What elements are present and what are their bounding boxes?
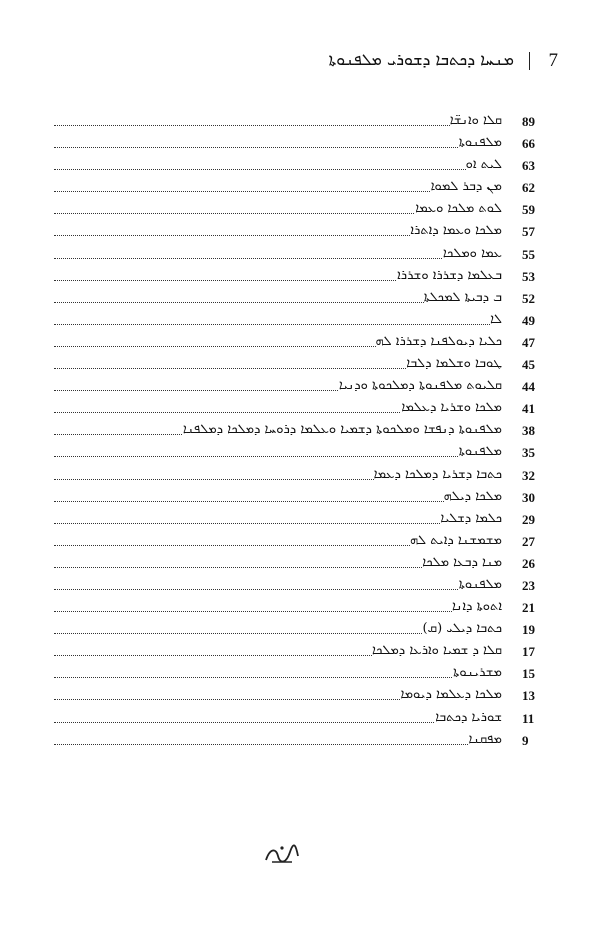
toc-title: ܟܠܡܐ ܕܫܠܝܐ bbox=[440, 510, 502, 526]
toc-row bbox=[44, 399, 544, 421]
toc-title: ܫܘܪܝܐ ܕܟܬܒܐ bbox=[435, 709, 502, 725]
ornament-icon bbox=[262, 842, 302, 866]
toc-title: ܡܫܪܝܢܘܬܐ bbox=[453, 665, 502, 681]
toc-title: ܡܫܡܫܢܐ ܕܐܝܬ ܠܗ bbox=[409, 532, 502, 548]
leader-dots bbox=[54, 147, 504, 148]
toc-page-number: 53 bbox=[522, 268, 535, 284]
table-of-contents bbox=[44, 112, 544, 753]
toc-title: ܡܢܐ ܕܒܥܐ ܡܠܟܐ bbox=[422, 554, 502, 570]
toc-title: ܠܝܬ ܐܘ bbox=[465, 157, 502, 173]
toc-title: ܟܬܒܐ ܕܫܪܝܐ ܕܡܠܟܐ ܕܥܡܐ bbox=[373, 466, 502, 482]
toc-page-number: 47 bbox=[522, 334, 535, 350]
leader-dots bbox=[54, 501, 504, 502]
toc-title: ܡܠܦܢܘܬܐ bbox=[458, 576, 502, 592]
toc-title: ܥܡܐ ܘܡܠܟܐ bbox=[442, 245, 502, 261]
toc-title: ܡܠܦܢܘܬܐ ܕܢܦܫܐ ܘܡܠܟܘܬܐ ܕܫܡܝܐ ܘܥܠܡܐ ܕܪܘܚܐ ܕܡܠܟܐ ܕܡܠܦܢܐ bbox=[182, 422, 502, 438]
toc-page-number: 30 bbox=[522, 489, 535, 505]
toc-row bbox=[44, 598, 544, 620]
toc-row bbox=[44, 686, 544, 708]
toc-page-number: 23 bbox=[522, 577, 535, 593]
toc-title: ܡܦܩܢܐ bbox=[468, 731, 502, 747]
leader-dots bbox=[54, 611, 504, 612]
leader-dots bbox=[54, 324, 504, 325]
toc-title: ܡܠܦܢܘܬܐ bbox=[458, 135, 502, 151]
toc-page-number: 59 bbox=[522, 202, 535, 218]
leader-dots bbox=[54, 456, 504, 457]
toc-row bbox=[44, 222, 544, 244]
toc-title: ܡܠܟܐ ܘܥܡܐ ܕܐܬܪܐ bbox=[410, 223, 502, 239]
toc-row bbox=[44, 200, 544, 222]
toc-title: ܠܐ bbox=[490, 311, 502, 327]
toc-row bbox=[44, 488, 544, 510]
toc-row bbox=[44, 289, 544, 311]
toc-row bbox=[44, 510, 544, 532]
toc-page-number: 44 bbox=[522, 379, 535, 395]
toc-row bbox=[44, 642, 544, 664]
toc-page-number: 19 bbox=[522, 622, 535, 638]
toc-row bbox=[44, 532, 544, 554]
toc-row bbox=[44, 709, 544, 731]
toc-page-number: 17 bbox=[522, 644, 535, 660]
leader-dots bbox=[54, 744, 504, 745]
toc-title: ܡܠܟܐ ܘܫܪܝܐ ܕܥܠܡܐ bbox=[401, 400, 502, 416]
toc-title: ܛܘܒܐ ܘܫܠܡܐ ܕܠܒܐ bbox=[406, 356, 502, 372]
toc-page-number: 45 bbox=[522, 357, 535, 373]
toc-page-number: 26 bbox=[522, 555, 535, 571]
leader-dots bbox=[54, 589, 504, 590]
toc-row bbox=[44, 333, 544, 355]
toc-page-number: 9 bbox=[522, 732, 529, 748]
toc-page-number: 62 bbox=[522, 180, 535, 196]
running-title: ܡܢܚܐ ܕܟܬܒܐ ܕܫܘܪܝ ܡܠܦܢܘܬܐ bbox=[328, 50, 514, 69]
toc-row bbox=[44, 664, 544, 686]
toc-title: ܐܬܘܬܐ ܕܐܢܐ bbox=[451, 599, 502, 615]
toc-row bbox=[44, 355, 544, 377]
toc-page-number: 63 bbox=[522, 158, 535, 174]
toc-page-number: 35 bbox=[522, 445, 535, 461]
toc-row bbox=[44, 731, 544, 753]
toc-title: ܡܠܟܐ ܕܝܠܗ bbox=[443, 488, 502, 504]
toc-row bbox=[44, 620, 544, 642]
leader-dots bbox=[54, 523, 504, 524]
toc-row bbox=[44, 156, 544, 178]
toc-page-number: 41 bbox=[522, 401, 535, 417]
toc-title: ܒܥܠܡܐ ܕܫܪܪܐ ܘܫܪܪܐ bbox=[397, 267, 502, 283]
toc-page-number: 11 bbox=[522, 710, 535, 726]
toc-page-number: 66 bbox=[522, 136, 535, 152]
toc-title: ܩܠܐ ܕ ܫܡܝܐ ܘܐܪܥܐ ܕܡܠܟܐ bbox=[371, 643, 502, 659]
leader-dots bbox=[54, 169, 504, 170]
toc-page-number: 29 bbox=[522, 511, 535, 527]
toc-title: ܒ ܕܒܝܬܐ ܠܡܟܠܬܐ bbox=[423, 289, 502, 305]
toc-title: ܩܠܝܘܬ ܡܠܦܢܘܬܐ ܕܡܠܟܘܬܐ ܘܕܢܝܐ bbox=[338, 378, 502, 394]
page-header bbox=[40, 50, 572, 76]
toc-title: ܡܠܦܢܘܬܐ bbox=[458, 444, 502, 460]
toc-page-number: 21 bbox=[522, 600, 535, 616]
toc-title: ܡܠܟܐ ܕܥܠܡܐ ܕܝܘܡܐ bbox=[400, 687, 502, 703]
toc-row bbox=[44, 377, 544, 399]
toc-row bbox=[44, 466, 544, 488]
toc-row bbox=[44, 245, 544, 267]
leader-dots bbox=[54, 125, 504, 126]
toc-row bbox=[44, 443, 544, 465]
toc-row bbox=[44, 554, 544, 576]
toc-page-number: 13 bbox=[522, 688, 535, 704]
leader-dots bbox=[54, 677, 504, 678]
toc-row bbox=[44, 134, 544, 156]
toc-page-number: 89 bbox=[522, 114, 535, 129]
toc-row bbox=[44, 421, 544, 443]
toc-title: ܩܠܐ ܘܐܢܫ̈ܐ bbox=[449, 113, 502, 128]
toc-page-number: 57 bbox=[522, 224, 535, 240]
toc-title: ܟܬܒܐ ܕܝܠܝ (ܩ) bbox=[422, 621, 502, 637]
leader-dots bbox=[54, 258, 504, 259]
toc-row bbox=[44, 311, 544, 333]
header-divider bbox=[529, 52, 530, 70]
toc-row bbox=[44, 576, 544, 598]
toc-page-number: 55 bbox=[522, 246, 535, 262]
page-number: 7 bbox=[548, 50, 558, 71]
toc-row bbox=[44, 112, 544, 134]
toc-title: ܠܘܬ ܡܠܟܐ ܘܥܡܐ bbox=[415, 201, 502, 217]
toc-page-number: 38 bbox=[522, 423, 535, 439]
toc-page-number: 27 bbox=[522, 533, 535, 549]
toc-page-number: 15 bbox=[522, 666, 535, 682]
toc-row bbox=[44, 267, 544, 289]
toc-row bbox=[44, 178, 544, 200]
toc-title: ܡܢ ܕܒܪ ܠܡܘܐ bbox=[430, 179, 502, 195]
toc-title: ܟܠܝܐ ܕܝܘܠܦܢܐ ܕܫܪܪܐ ܠܗ bbox=[375, 333, 502, 349]
toc-page-number: 52 bbox=[522, 290, 535, 306]
toc-page-number: 32 bbox=[522, 467, 535, 483]
toc-page-number: 49 bbox=[522, 312, 535, 328]
